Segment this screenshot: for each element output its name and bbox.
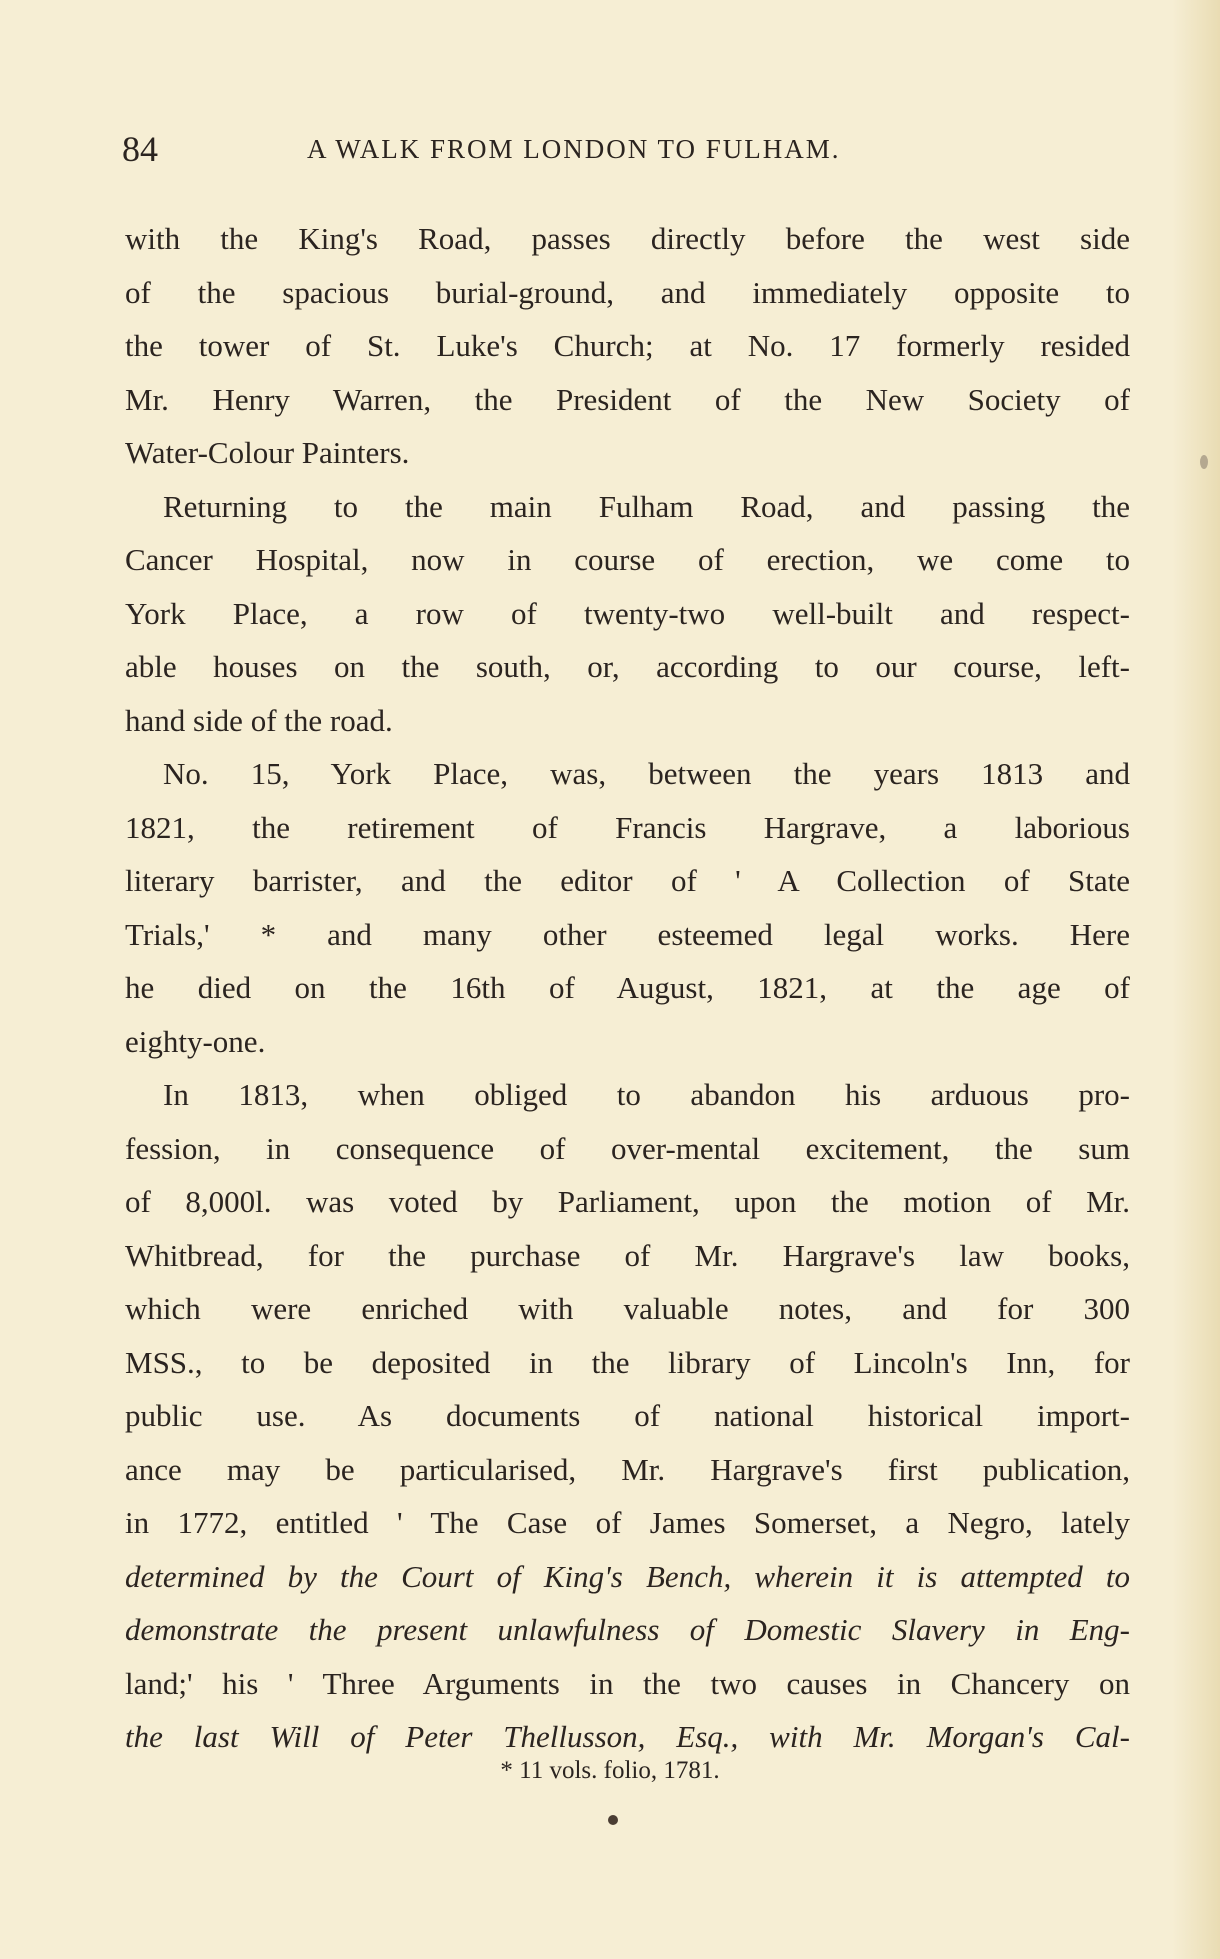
text-line: literary barrister, and the editor of ' A Collection of State bbox=[125, 863, 1130, 898]
footnote: * 11 vols. folio, 1781. bbox=[500, 1757, 720, 1784]
text-line-italic: the last Will of Peter Thellusson, Esq., with Mr. Morgan's Cal- bbox=[125, 1719, 1130, 1754]
paper-blemish bbox=[1200, 455, 1208, 469]
printer-mark bbox=[608, 1815, 618, 1825]
text-line: Returning to the main Fulham Road, and passing the bbox=[163, 488, 1130, 524]
text-line: ance may be particularised, Mr. Hargrave's first publication, bbox=[125, 1451, 1130, 1487]
text-line: of the spacious burial-ground, and immediately opposite to bbox=[125, 274, 1130, 310]
text-line: in 1772, entitled ' The Case of James Somerset, a Negro, lately bbox=[125, 1505, 1130, 1540]
text-line: able houses on the south, or, according to our course, left- bbox=[125, 649, 1130, 684]
text-line: eighty-one. bbox=[125, 1023, 266, 1059]
text-line: MSS., to be deposited in the library of Lincoln's Inn, for bbox=[125, 1344, 1130, 1380]
text-line: 1821, the retirement of Francis Hargrave, a laborious bbox=[125, 809, 1130, 845]
text-line: No. 15, York Place, was, between the years 1813 and bbox=[163, 756, 1130, 791]
page-number: 84 bbox=[122, 129, 158, 169]
text-line: he died on the 16th of August, 1821, at the age of bbox=[125, 970, 1130, 1005]
text-line: fession, in consequence of over-mental excitement, the sum bbox=[125, 1130, 1130, 1166]
page-header bbox=[122, 118, 1022, 178]
text-line-italic: determined by the Court of King's Bench, wherein it is attempted to bbox=[125, 1558, 1130, 1594]
text-line: the tower of St. Luke's Church; at No. 17 formerly resided bbox=[125, 328, 1130, 363]
text-line: hand side of the road. bbox=[125, 702, 393, 738]
text-line: In 1813, when obliged to abandon his arduous pro- bbox=[163, 1077, 1130, 1112]
running-title: A WALK FROM LONDON TO FULHAM. bbox=[307, 134, 841, 164]
text-line: York Place, a row of twenty-two well-built and respect- bbox=[125, 595, 1130, 631]
text-line: public use. As documents of national historical import- bbox=[125, 1398, 1130, 1433]
text-line: which were enriched with valuable notes, and for 300 bbox=[125, 1291, 1130, 1326]
text-line: Cancer Hospital, now in course of erection, we come to bbox=[125, 542, 1130, 577]
text-line: Whitbread, for the purchase of Mr. Hargrave's law books, bbox=[125, 1237, 1130, 1273]
text-line: Trials,' * and many other esteemed legal works. Here bbox=[125, 916, 1130, 952]
page-edge-shadow bbox=[1172, 0, 1220, 1959]
text-line-italic: demonstrate the present unlawfulness of Domestic Slavery in Eng- bbox=[125, 1612, 1130, 1647]
body-text bbox=[125, 212, 1130, 1764]
text-line: land;' his ' Three Arguments in the two causes in Chancery on bbox=[125, 1665, 1130, 1701]
text-line: of 8,000l. was voted by Parliament, upon the motion of Mr. bbox=[125, 1184, 1130, 1219]
text-line: with the King's Road, passes directly before the west side bbox=[125, 221, 1130, 256]
text-line: Water-Colour Painters. bbox=[125, 435, 410, 470]
text-line: Mr. Henry Warren, the President of the New Society of bbox=[125, 381, 1130, 417]
